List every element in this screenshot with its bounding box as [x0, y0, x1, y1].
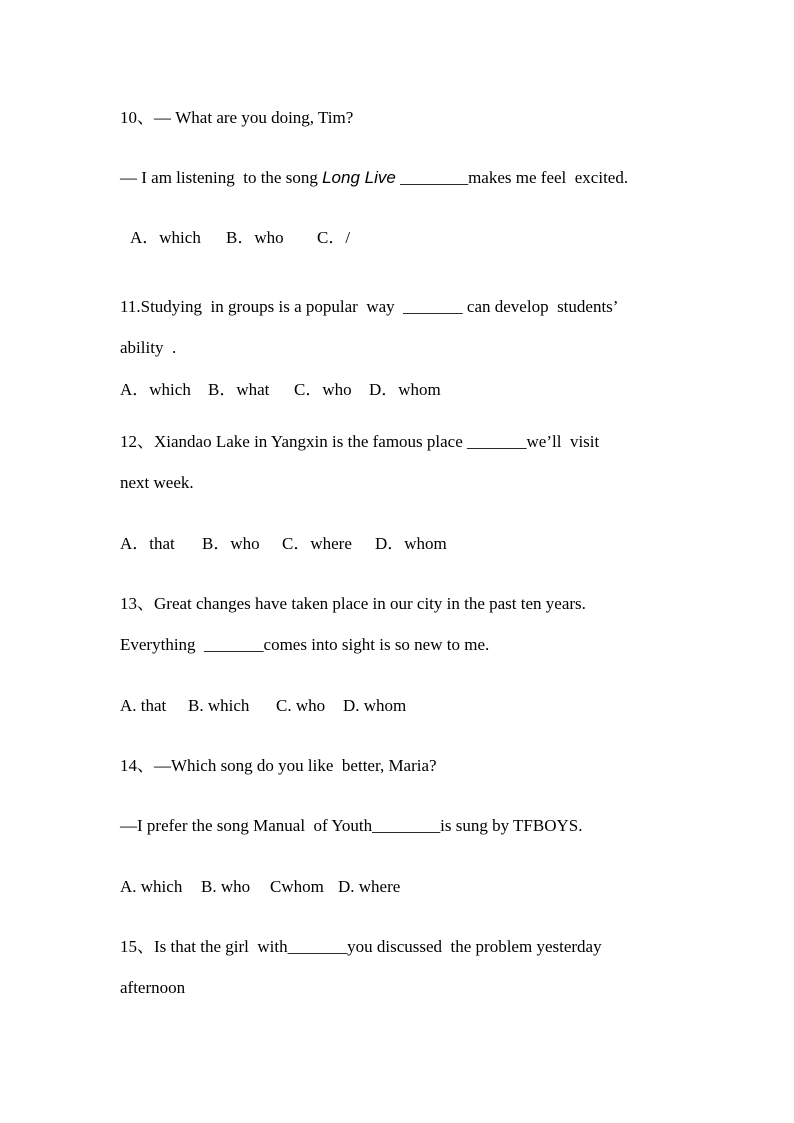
option-a: A. which [120, 877, 183, 896]
question-text: ability . [120, 338, 177, 357]
question-11-line2 [120, 338, 176, 358]
option-b: B. which [188, 696, 250, 715]
option-c: C．/ [317, 228, 351, 247]
reply-text: — I am listening to the song [120, 168, 323, 187]
option-a: A. that [120, 696, 167, 715]
option-c: C．who [294, 380, 352, 399]
question-14-options [120, 877, 400, 897]
option-c: Cwhom [270, 877, 324, 896]
question-12-line2 [120, 473, 194, 493]
question-text: — What are you doing, Tim? [154, 108, 354, 127]
option-c: C. who [276, 696, 326, 715]
question-text: afternoon [120, 978, 186, 997]
question-13-line1 [120, 594, 586, 614]
question-15-line1 [120, 937, 602, 957]
option-d: D．whom [369, 380, 441, 399]
question-11-options [120, 380, 441, 400]
option-d: D. whom [343, 696, 407, 715]
question-14-line1 [120, 756, 437, 776]
option-a: A．which [120, 380, 191, 399]
question-text: Xiandao Lake in Yangxin is the famous place _______we’ll visit [154, 432, 600, 451]
song-title: Long Live [322, 168, 396, 187]
option-b: B．who [226, 228, 284, 247]
question-15-line2 [120, 978, 185, 998]
option-d: D．whom [375, 534, 447, 553]
question-10-options [130, 228, 350, 248]
question-text: Studying in groups is a popular way _______ can develop students’ [140, 297, 619, 316]
question-number: 10、 [120, 108, 154, 127]
question-number: 14、 [120, 756, 154, 775]
question-text: —I prefer the song Manual of Youth________is sung by TFBOYS. [120, 816, 583, 835]
question-10-reply [120, 168, 628, 188]
question-12-line1 [120, 432, 599, 452]
question-14-line2 [120, 816, 582, 836]
option-c: C．where [282, 534, 352, 553]
question-number: 11. [120, 297, 141, 316]
question-10-prompt [120, 108, 353, 128]
question-text: Everything _______comes into sight is so new to me. [120, 635, 490, 654]
question-number: 15、 [120, 937, 154, 956]
question-text: next week. [120, 473, 194, 492]
question-12-options [120, 534, 447, 554]
question-text: —Which song do you like better, Maria? [154, 756, 437, 775]
option-a: A．that [120, 534, 175, 553]
option-b: B．what [208, 380, 270, 399]
option-b: B. who [201, 877, 251, 896]
option-b: B．who [202, 534, 260, 553]
question-13-options [120, 696, 406, 716]
question-11-line1 [120, 297, 618, 317]
question-text: Is that the girl with_______you discussed the problem yesterday [154, 937, 602, 956]
question-text: Great changes have taken place in our city in the past ten years. [154, 594, 586, 613]
option-d: D. where [338, 877, 401, 896]
question-13-line2 [120, 635, 489, 655]
question-number: 12、 [120, 432, 154, 451]
reply-text: ________makes me feel excited. [395, 168, 629, 187]
question-number: 13、 [120, 594, 154, 613]
option-a: A．which [130, 228, 201, 247]
